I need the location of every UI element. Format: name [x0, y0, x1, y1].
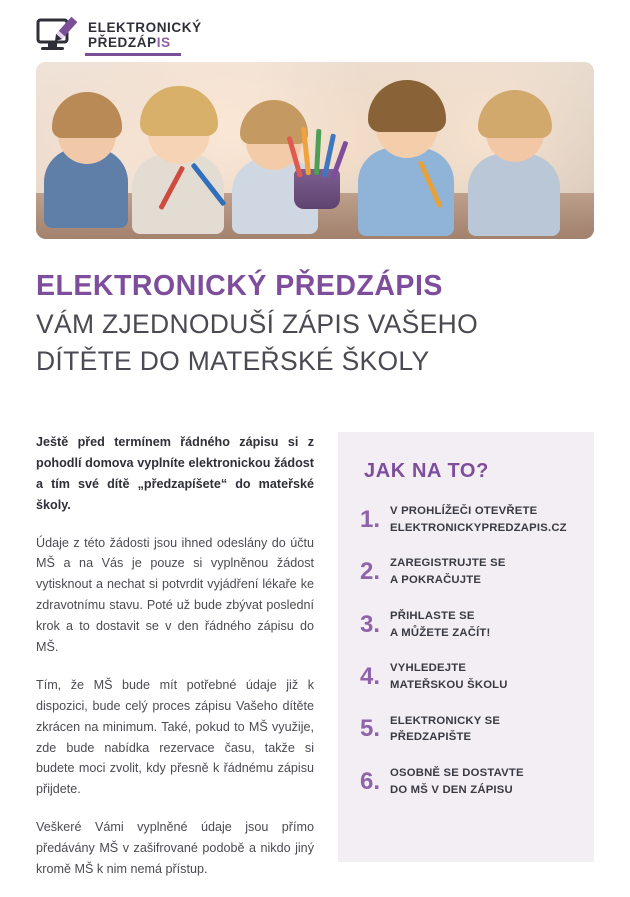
step-text-line-2: A POKRAČUJTE — [390, 574, 482, 587]
step-text-line-1: OSOBNĚ SE DOSTAVTE — [390, 767, 524, 780]
how-to-step-list — [338, 489, 594, 799]
child-body-5 — [468, 154, 560, 236]
list-item — [360, 555, 578, 588]
how-to-panel — [338, 432, 594, 862]
step-text — [390, 608, 490, 641]
step-number: 4. — [360, 663, 381, 691]
page-title: ELEKTRONICKÝ PŘEDZÁPIS — [36, 270, 443, 302]
child-body-4 — [358, 148, 454, 236]
step-number: 5. — [360, 715, 381, 743]
logo-line-2 — [88, 35, 202, 50]
step-text-line-2: PŘEDZAPIŠTE — [390, 731, 472, 744]
logo-line-2-accent: IS — [156, 35, 171, 50]
brand-logo — [36, 14, 202, 56]
list-item — [360, 503, 578, 536]
step-text-line-2: ELEKTRONICKYPREDZAPIS.CZ — [390, 521, 567, 534]
body-paragraph-1: Ještě před termínem řádného zápisu si z pohodlí domova vyplníte elektronickou žádost a tím své dítě „předzapíšete“ do mateřské školy. — [36, 435, 314, 512]
step-text-line-1: ZAREGISTRUJTE SE — [390, 557, 506, 570]
step-number: 3. — [360, 610, 381, 638]
page-subtitle-line-1: VÁM ZJEDNODUŠÍ ZÁPIS VAŠEHO — [36, 308, 478, 339]
child-body-2 — [132, 154, 224, 234]
step-text-line-2: MATEŘSKOU ŠKOLU — [390, 679, 508, 692]
list-item — [360, 660, 578, 693]
step-text — [390, 555, 506, 588]
body-text-column — [36, 432, 314, 897]
step-text-line-2: A MŮŽETE ZAČÍT! — [390, 626, 491, 639]
logo-line-1: ELEKTRONICKÝ — [88, 19, 202, 35]
step-text — [390, 765, 524, 798]
step-text — [390, 713, 500, 746]
hero-image — [36, 62, 594, 239]
list-item — [360, 713, 578, 746]
step-text-line-1: V PROHLÍŽEČI OTEVŘETE — [390, 505, 538, 517]
step-text — [390, 503, 567, 536]
monitor-pencil-icon — [36, 14, 80, 56]
list-item — [360, 765, 578, 798]
step-text-line-1: ELEKTRONICKY SE — [390, 714, 501, 727]
logo-line-2-main: PŘEDZÁP — [88, 35, 157, 50]
body-paragraph-4: Veškeré Vámi vyplněné údaje jsou přímo předávány MŠ v zašifrované podobě a nikdo jiný kromě MŠ k nim nemá přístup. — [36, 820, 314, 877]
step-text — [390, 660, 508, 693]
body-paragraph-2: Údaje z této žádosti jsou ihned odeslány do účtu MŠ a na Vás je pouze si vyplněnou žádost vytisknout a nechat si potvrdit vyjádření lékaře ke zdravotnímu stavu. Poté už bude zbývat poslední krok a to dostavit se v den řádného zápisu do MŠ. — [36, 535, 314, 655]
list-item — [360, 608, 578, 641]
how-to-title: JAK NA TO? — [364, 460, 489, 482]
page-subtitle-line-2: DÍTĚTE DO MATEŘSKÉ ŠKOLY — [36, 346, 430, 377]
step-text-line-1: VYHLEDEJTE — [390, 662, 467, 675]
step-text-line-1: PŘIHLASTE SE — [390, 609, 475, 622]
logo-text — [88, 20, 202, 50]
body-paragraph-3: Tím, že MŠ bude mít potřebné údaje již k dispozici, bude celý proces zápisu Vašeho dítěte zkrácen na minimum. Také, pokud to MŠ využije, zde bude nabídka rezervace času, takže si budete moci zvolit, kdy přesně k řádnému zápisu přijdete. — [36, 677, 314, 797]
step-text-line-2: DO MŠ V DEN ZÁPISU — [390, 783, 513, 796]
step-number: 2. — [360, 558, 381, 586]
logo-underline — [85, 53, 181, 56]
step-number: 1. — [360, 505, 381, 533]
step-number: 6. — [360, 767, 381, 795]
page-title-block — [36, 268, 596, 381]
